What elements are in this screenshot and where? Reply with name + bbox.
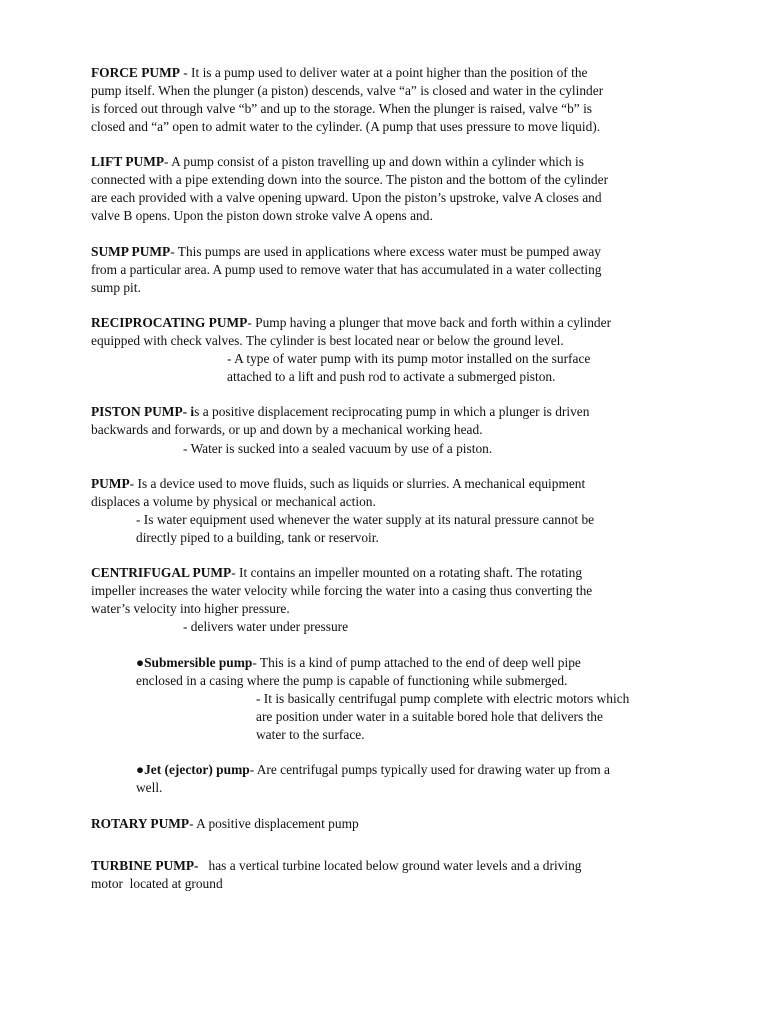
entry-lift-pump	[91, 153, 683, 225]
entry-text: - Pump having a plunger that move back and forth within a cylinder	[247, 315, 612, 330]
entry-text: water’s velocity into higher pressure.	[91, 601, 290, 616]
entry-term: TURBINE PUMP-	[91, 858, 199, 873]
note-text: - Is water equipment used whenever the water supply at its natural pressure cannot be	[136, 512, 595, 527]
entry-text: connected with a pipe extending down into the source. The piston and the bottom of the cylinder	[91, 172, 609, 187]
note-text: - A type of water pump with its pump motor installed on the surface	[227, 351, 591, 366]
entry-text: sump pit.	[91, 280, 141, 295]
entry-jet-pump	[136, 761, 696, 797]
entry-text: - This pumps are used in applications where excess water must be pumped away	[170, 244, 601, 259]
entry-text: - Are centrifugal pumps typically used for drawing water up from a	[249, 762, 611, 777]
entry-text: are each provided with a valve opening upward. Upon the piston’s upstroke, valve A closes and	[91, 190, 602, 205]
note-text: directly piped to a building, tank or reservoir.	[136, 530, 379, 545]
entry-pump	[91, 475, 683, 511]
entry-text: enclosed in a casing where the pump is capable of functioning while submerged.	[136, 673, 568, 688]
entry-term: PUMP	[91, 476, 130, 491]
note-text: - Water is sucked into a sealed vacuum by use of a piston.	[183, 441, 493, 456]
entry-text: is forced out through valve “b” and up to the storage. When the plunger is raised, valve “b” is	[91, 101, 593, 116]
entry-text: closed and “a” open to admit water to the cylinder. (A pump that uses pressure to move liquid).	[91, 119, 601, 134]
entry-text: displaces a volume by physical or mechanical action.	[91, 494, 376, 509]
entry-rotary-pump	[91, 815, 683, 833]
entry-text: motor located at ground	[91, 876, 223, 891]
entry-term: RECIPROCATING PUMP	[91, 315, 248, 330]
entry-text: backwards and forwards, or up and down by a mechanical working head.	[91, 422, 483, 437]
entry-term: ●Jet (ejector) pump	[136, 762, 250, 777]
entry-text: equipped with check valves. The cylinder is best located near or below the ground level.	[91, 333, 564, 348]
entry-term: PISTON PUMP- i	[91, 404, 195, 419]
entry-submersible-pump	[136, 654, 696, 690]
note-text: - It is basically centrifugal pump complete with electric motors which	[256, 691, 630, 706]
entry-note	[256, 690, 629, 744]
entry-text: well.	[136, 780, 163, 795]
entry-text: has a vertical turbine located below ground water levels and a driving	[198, 858, 582, 873]
note-text: are position under water in a suitable bored hole that delivers the	[256, 709, 603, 724]
entry-text: pump itself. When the plunger (a piston) descends, valve “a” is closed and water in the cylinder	[91, 83, 604, 98]
entry-text: valve B opens. Upon the piston down stroke valve A opens and.	[91, 208, 433, 223]
entry-note	[183, 440, 492, 458]
entry-text: - This is a kind of pump attached to the end of deep well pipe	[252, 655, 581, 670]
entry-centrifugal-pump	[91, 564, 683, 618]
entry-note	[136, 511, 594, 547]
entry-term: FORCE PUMP	[91, 65, 180, 80]
note-text: attached to a lift and push rod to activate a submerged piston.	[227, 369, 556, 384]
note-text: water to the surface.	[256, 727, 365, 742]
entry-sump-pump	[91, 243, 683, 297]
entry-piston-pump	[91, 403, 683, 439]
entry-force-pump	[91, 64, 683, 136]
entry-text: impeller increases the water velocity while forcing the water into a casing thus converting the	[91, 583, 593, 598]
entry-term: CENTRIFUGAL PUMP	[91, 565, 232, 580]
entry-term: ●Submersible pump	[136, 655, 253, 670]
entry-reciprocating-pump	[91, 314, 683, 350]
entry-text: - It is a pump used to deliver water at a point higher than the position of the	[179, 65, 588, 80]
entry-term: LIFT PUMP	[91, 154, 165, 169]
entry-text: - A pump consist of a piston travelling up and down within a cylinder which is	[164, 154, 584, 169]
entry-turbine-pump	[91, 857, 683, 893]
entry-text: - A positive displacement pump	[189, 816, 359, 831]
note-text: - delivers water under pressure	[183, 619, 349, 634]
entry-text: from a particular area. A pump used to remove water that has accumulated in a water collecting	[91, 262, 602, 277]
entry-term: ROTARY PUMP	[91, 816, 190, 831]
entry-text: - Is a device used to move fluids, such as liquids or slurries. A mechanical equipment	[129, 476, 586, 491]
entry-text: - It contains an impeller mounted on a rotating shaft. The rotating	[231, 565, 583, 580]
entry-note	[227, 350, 590, 386]
entry-text: s a positive displacement reciprocating pump in which a plunger is driven	[194, 404, 590, 419]
entry-term: SUMP PUMP	[91, 244, 171, 259]
entry-note	[183, 618, 348, 636]
